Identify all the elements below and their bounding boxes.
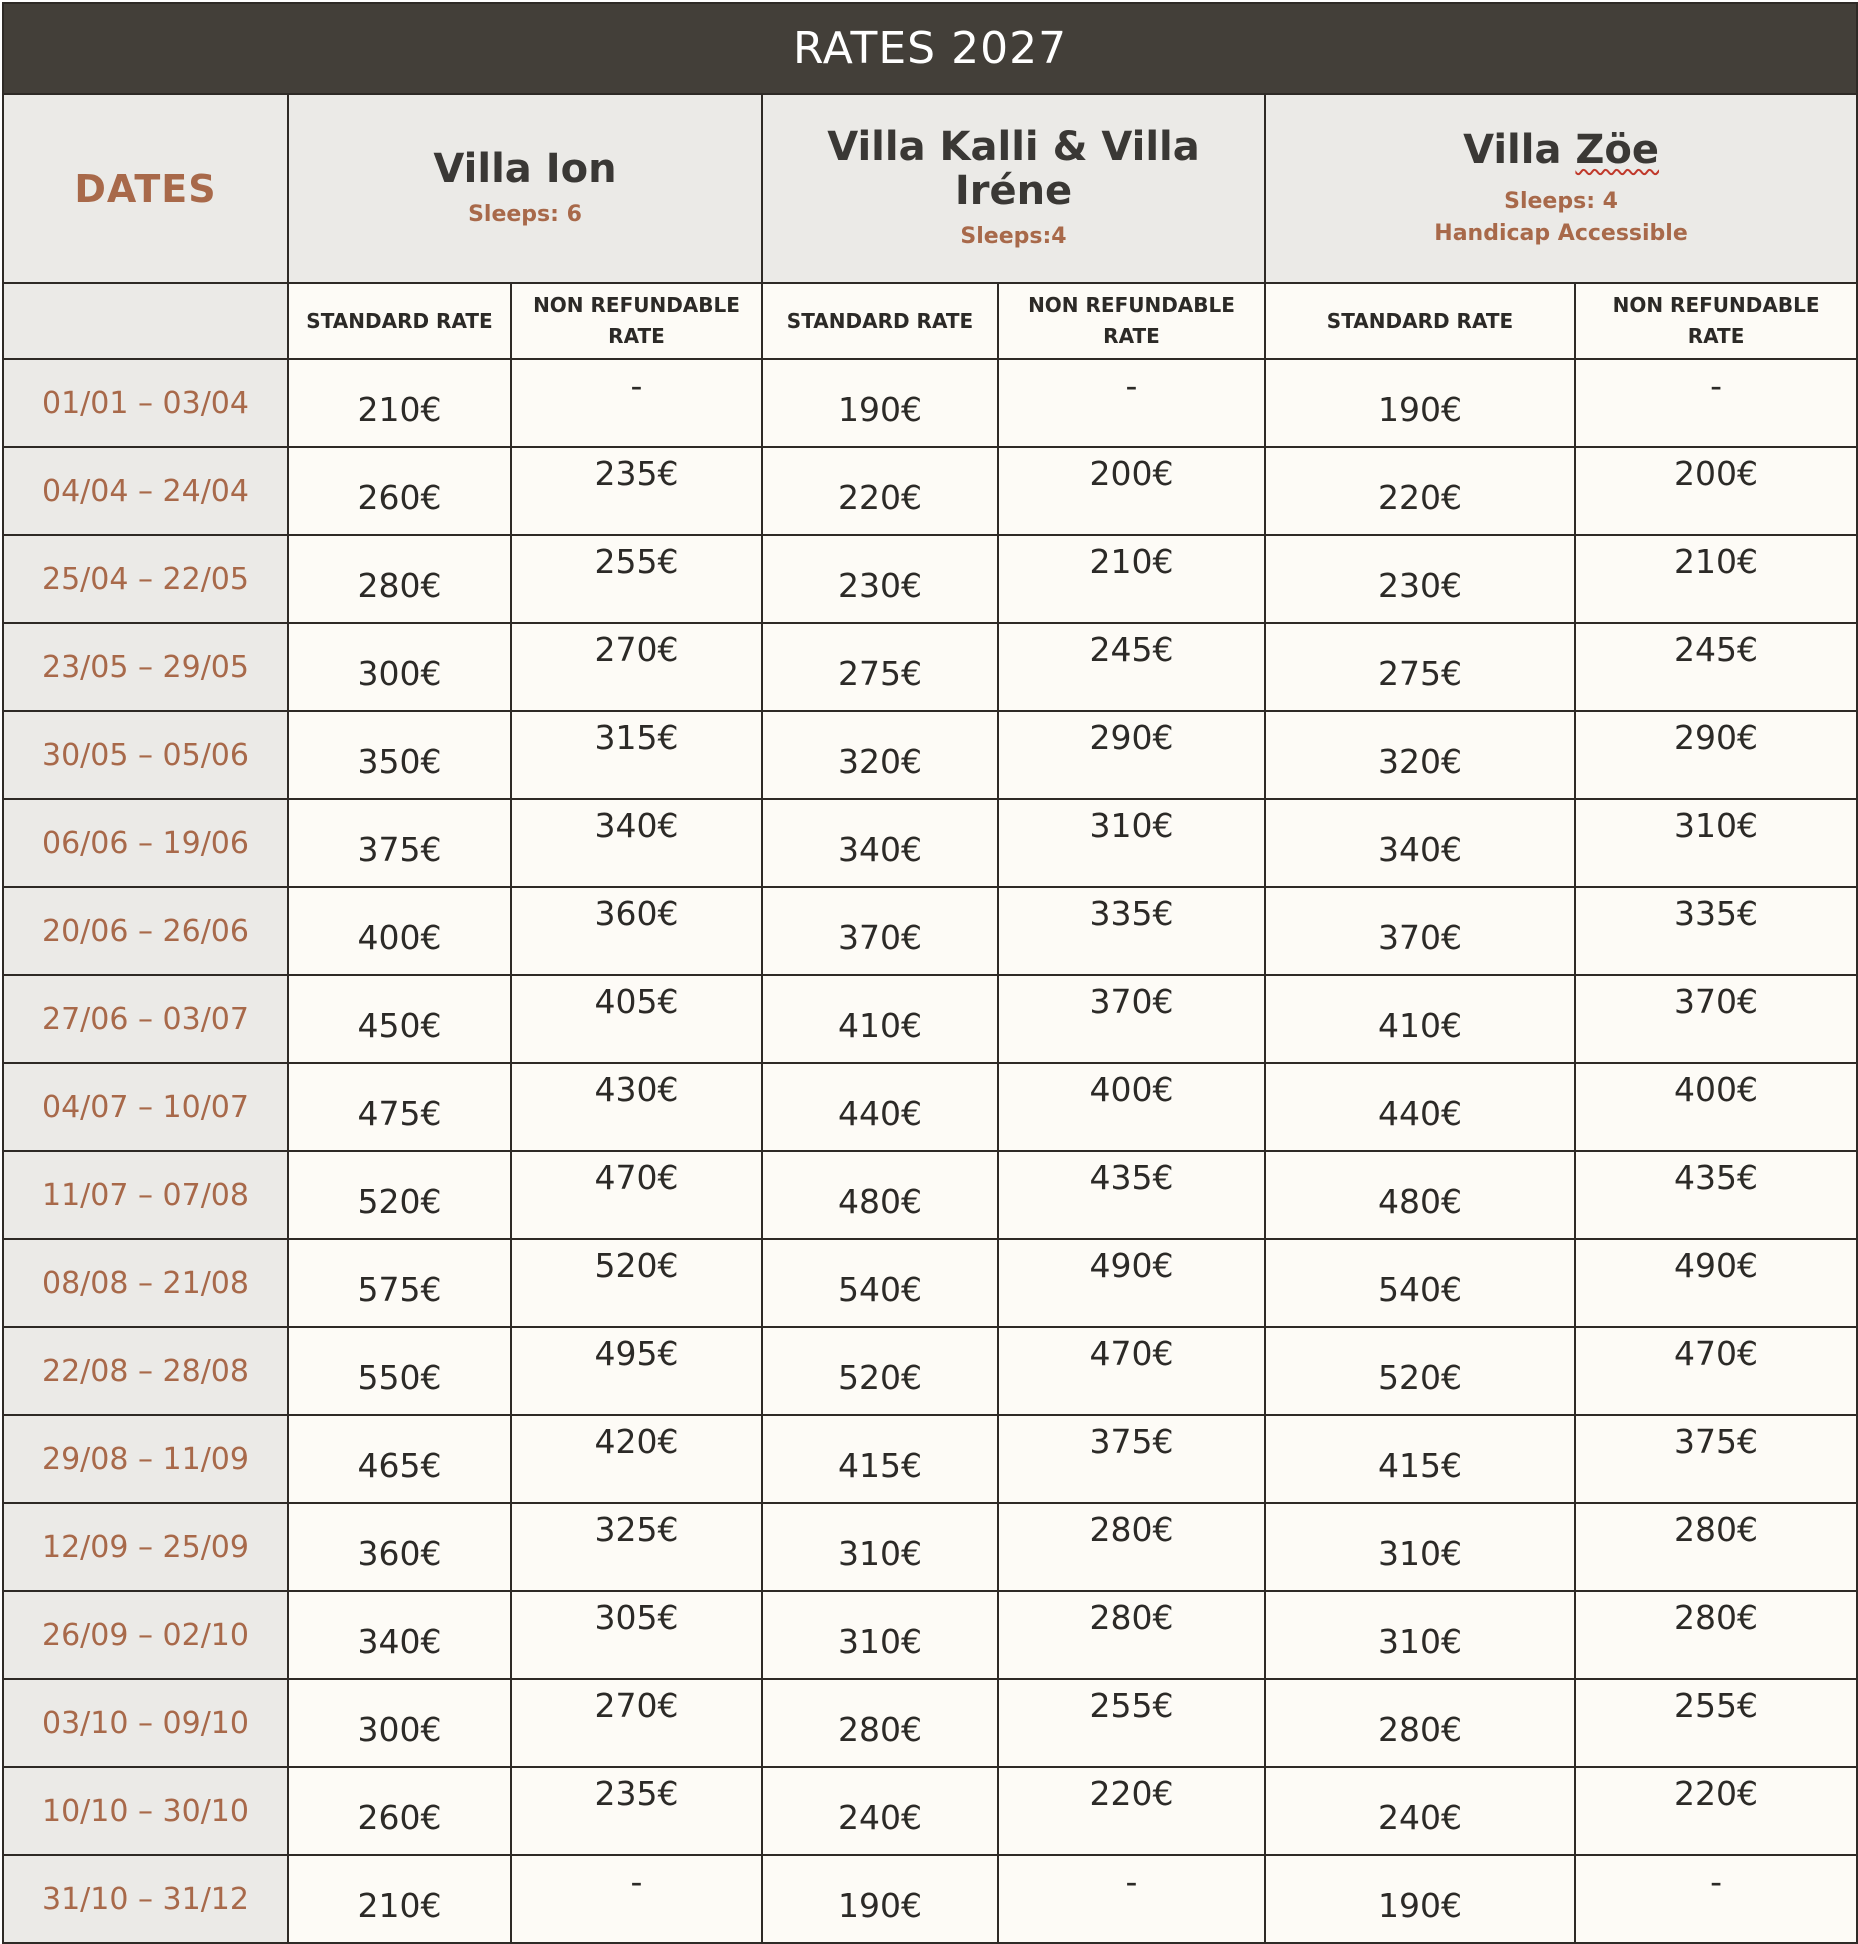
villa-ion-standard-rate: 260€ [288,1767,511,1855]
villa-ion-standard-rate: 400€ [288,887,511,975]
date-range-cell: 12/09 – 25/09 [3,1503,288,1591]
villa-kalli-standard-rate: 240€ [762,1767,998,1855]
table-row [3,1679,1857,1767]
villa-zoe-name [1266,128,1856,172]
villa-ion-nonrefundable-rate: 270€ [511,623,762,711]
villa-ion-nonrefundable-rate: 305€ [511,1591,762,1679]
villa-ion-nonrefundable-rate: 270€ [511,1679,762,1767]
villa-zoe-nonrefundable-rate: 290€ [1575,711,1857,799]
nonref-line2: RATE [608,324,665,348]
villa-zoe-nonrefundable-rate: 220€ [1575,1767,1857,1855]
villa-kalli-nonrefundable-rate: 245€ [998,623,1265,711]
villa-zoe-standard-rate: 310€ [1265,1503,1575,1591]
villa-kalli-nonrefundable-rate: 280€ [998,1503,1265,1591]
table-row [3,1063,1857,1151]
villa-zoe-nonrefundable-rate: 335€ [1575,887,1857,975]
villa-kalli-nonrefundable-rate: 400€ [998,1063,1265,1151]
date-range-cell: 27/06 – 03/07 [3,975,288,1063]
villa-kalli-nonrefundable-rate: 375€ [998,1415,1265,1503]
rates-body [3,359,1857,1943]
villa-kalli-standard-rate: 480€ [762,1151,998,1239]
nonref-line1: NON REFUNDABLE [533,293,740,317]
villa-zoe-nonrefundable-rate: - [1575,1855,1857,1943]
villa-header-row [3,94,1857,283]
villa-kalli-nonrefundable-rate: 220€ [998,1767,1265,1855]
dates-header: DATES [3,94,288,283]
villa-zoe-nonrefundable-rate: 255€ [1575,1679,1857,1767]
table-row [3,623,1857,711]
villa-ion-nonrefundable-rate: 315€ [511,711,762,799]
villa-kalli-nonrefundable-rate: 255€ [998,1679,1265,1767]
villa-zoe-header [1265,94,1857,283]
date-range-cell: 29/08 – 11/09 [3,1415,288,1503]
villa-kalli-standard-rate: 540€ [762,1239,998,1327]
date-range-cell: 03/10 – 09/10 [3,1679,288,1767]
blank-header-cell [3,283,288,359]
villa-zoe-nonrefundable-rate: - [1575,359,1857,447]
villa-ion-standard-rate: 350€ [288,711,511,799]
villa-kalli-nonrefundable-rate: 370€ [998,975,1265,1063]
rate-type-header-row [3,283,1857,359]
date-range-cell: 20/06 – 26/06 [3,887,288,975]
villa-zoe-nonrefundable-rate: 400€ [1575,1063,1857,1151]
villa-ion-standard-rate: 280€ [288,535,511,623]
villa-ion-sleeps: Sleeps: 6 [468,201,582,227]
villa-ion-standard-rate: 575€ [288,1239,511,1327]
date-range-cell: 23/05 – 29/05 [3,623,288,711]
villa-kalli-nonrefundable-rate: 335€ [998,887,1265,975]
table-row [3,1767,1857,1855]
villa-kalli-nonrefundable-rate: 310€ [998,799,1265,887]
villa-ion-standard-rate: 520€ [288,1151,511,1239]
villa-zoe-standard-rate: 240€ [1265,1767,1575,1855]
date-range-cell: 10/10 – 30/10 [3,1767,288,1855]
table-row [3,1239,1857,1327]
villa-kalli-nonrefundable-rate: 490€ [998,1239,1265,1327]
table-row [3,1503,1857,1591]
villa-kalli-standard-rate: 280€ [762,1679,998,1767]
villa-zoe-standard-rate: 340€ [1265,799,1575,887]
villa-kalli-nonrefundable-rate: 200€ [998,447,1265,535]
villa-zoe-details [1266,186,1856,250]
villa-zoe-standard-rate: 540€ [1265,1239,1575,1327]
date-range-cell: 30/05 – 05/06 [3,711,288,799]
villa-kalli-standard-rate: 220€ [762,447,998,535]
villa-ion-standard-rate: 360€ [288,1503,511,1591]
table-row [3,535,1857,623]
villa-ion-standard-rate: 260€ [288,447,511,535]
villa-kalli-standard-rate: 230€ [762,535,998,623]
villa-zoe-standard-rate: 190€ [1265,1855,1575,1943]
villa-zoe-nonrefundable-rate: 435€ [1575,1151,1857,1239]
villa-ion-nonrefundable-rate: 470€ [511,1151,762,1239]
villa-ion-standard-rate: 550€ [288,1327,511,1415]
villa-zoe-standard-rate: 480€ [1265,1151,1575,1239]
date-range-cell: 01/01 – 03/04 [3,359,288,447]
table-row [3,975,1857,1063]
table-row [3,1855,1857,1943]
villa-kalli-standard-rate: 340€ [762,799,998,887]
villa-kalli-standard-rate: 275€ [762,623,998,711]
villa-zoe-nonrefundable-rate: 370€ [1575,975,1857,1063]
villa-ion-standard-rate: 450€ [288,975,511,1063]
villa-kalli-standard-rate: 310€ [762,1591,998,1679]
villa-ion-standard-rate: 475€ [288,1063,511,1151]
date-range-cell: 04/04 – 24/04 [3,447,288,535]
villa-zoe-nonrefundable-rate: 310€ [1575,799,1857,887]
date-range-cell: 04/07 – 10/07 [3,1063,288,1151]
villa-ion-header [288,94,762,283]
nonref-line1: NON REFUNDABLE [1028,293,1235,317]
villa-zoe-nonrefundable-rate: 200€ [1575,447,1857,535]
villa-ion-nonrefundable-rate: 325€ [511,1503,762,1591]
villa-kalli-standard-rate: 520€ [762,1327,998,1415]
title-row [3,3,1857,94]
villa-zoe-standard-rate: 230€ [1265,535,1575,623]
villa-zoe-standard-rate: 310€ [1265,1591,1575,1679]
table-row [3,711,1857,799]
villa-zoe-nonrefundable-rate: 245€ [1575,623,1857,711]
villa-zoe-nonrefundable-rate: 375€ [1575,1415,1857,1503]
villa-zoe-nonrefundable-rate: 470€ [1575,1327,1857,1415]
table-title: RATES 2027 [3,3,1857,94]
table-row [3,887,1857,975]
villa-ion-standard-rate: 465€ [288,1415,511,1503]
villa-ion-standard-rate: 210€ [288,1855,511,1943]
zoe-nonrefundable-rate-header [1575,283,1857,359]
villa-kalli-standard-rate: 415€ [762,1415,998,1503]
villa-ion-name: Villa Ion [433,145,617,192]
nonref-line2: RATE [1103,324,1160,348]
villa-ion-standard-rate: 340€ [288,1591,511,1679]
table-row [3,447,1857,535]
nonref-line2: RATE [1687,324,1745,348]
villa-zoe-standard-rate: 520€ [1265,1327,1575,1415]
date-range-cell: 08/08 – 21/08 [3,1239,288,1327]
villa-ion-nonrefundable-rate: 360€ [511,887,762,975]
villa-kalli-nonrefundable-rate: - [998,359,1265,447]
rates-table [2,2,1858,1944]
villa-kalli-nonrefundable-rate: 435€ [998,1151,1265,1239]
villa-ion-nonrefundable-rate: 430€ [511,1063,762,1151]
villa-ion-nonrefundable-rate: 495€ [511,1327,762,1415]
villa-zoe-standard-rate: 190€ [1265,359,1575,447]
villa-ion-nonrefundable-rate: 235€ [511,447,762,535]
villa-zoe-standard-rate: 415€ [1265,1415,1575,1503]
villa-kalli-standard-rate: 410€ [762,975,998,1063]
kalli-nonrefundable-rate-header [998,283,1265,359]
kalli-standard-rate-header: STANDARD RATE [762,283,998,359]
villa-kalli-irene-name: Villa Kalli & Villa Iréne [827,123,1200,214]
table-row [3,1327,1857,1415]
villa-zoe-name-tail: Zöe [1575,126,1660,173]
date-range-cell: 25/04 – 22/05 [3,535,288,623]
villa-kalli-nonrefundable-rate: 210€ [998,535,1265,623]
table-row [3,799,1857,887]
villa-ion-nonrefundable-rate: 405€ [511,975,762,1063]
villa-ion-nonrefundable-rate: - [511,1855,762,1943]
villa-ion-standard-rate: 300€ [288,1679,511,1767]
nonref-line1: NON REFUNDABLE [1612,293,1820,317]
villa-zoe-nonrefundable-rate: 280€ [1575,1503,1857,1591]
villa-zoe-standard-rate: 370€ [1265,887,1575,975]
villa-zoe-standard-rate: 320€ [1265,711,1575,799]
villa-ion-nonrefundable-rate: 255€ [511,535,762,623]
villa-zoe-standard-rate: 280€ [1265,1679,1575,1767]
ion-standard-rate-header: STANDARD RATE [288,283,511,359]
villa-zoe-name-main: Villa [1463,126,1576,173]
villa-ion-nonrefundable-rate: 235€ [511,1767,762,1855]
ion-nonrefundable-rate-header [511,283,762,359]
villa-ion-standard-rate: 300€ [288,623,511,711]
table-row [3,1591,1857,1679]
villa-kalli-nonrefundable-rate: 470€ [998,1327,1265,1415]
date-range-cell: 26/09 – 02/10 [3,1591,288,1679]
villa-kalli-standard-rate: 190€ [762,1855,998,1943]
villa-ion-nonrefundable-rate: 340€ [511,799,762,887]
villa-ion-nonrefundable-rate: 520€ [511,1239,762,1327]
villa-ion-nonrefundable-rate: - [511,359,762,447]
villa-kalli-standard-rate: 190€ [762,359,998,447]
villa-kalli-standard-rate: 440€ [762,1063,998,1151]
villa-kalli-irene-header [762,94,1265,283]
villa-zoe-nonrefundable-rate: 210€ [1575,535,1857,623]
villa-zoe-standard-rate: 220€ [1265,447,1575,535]
date-range-cell: 06/06 – 19/06 [3,799,288,887]
villa-ion-standard-rate: 210€ [288,359,511,447]
table-row [3,1415,1857,1503]
villa-zoe-accessibility: Handicap Accessible [1434,220,1688,246]
zoe-standard-rate-header: STANDARD RATE [1265,283,1575,359]
date-range-cell: 31/10 – 31/12 [3,1855,288,1943]
villa-zoe-nonrefundable-rate: 280€ [1575,1591,1857,1679]
villa-ion-nonrefundable-rate: 420€ [511,1415,762,1503]
villa-zoe-standard-rate: 275€ [1265,623,1575,711]
villa-zoe-standard-rate: 410€ [1265,975,1575,1063]
villa-zoe-standard-rate: 440€ [1265,1063,1575,1151]
date-range-cell: 11/07 – 07/08 [3,1151,288,1239]
villa-kalli-nonrefundable-rate: 290€ [998,711,1265,799]
table-row [3,359,1857,447]
villa-kalli-irene-sleeps: Sleeps:4 [960,223,1067,249]
villa-kalli-nonrefundable-rate: - [998,1855,1265,1943]
table-row [3,1151,1857,1239]
villa-kalli-standard-rate: 310€ [762,1503,998,1591]
villa-kalli-standard-rate: 320€ [762,711,998,799]
villa-zoe-nonrefundable-rate: 490€ [1575,1239,1857,1327]
villa-ion-standard-rate: 375€ [288,799,511,887]
villa-kalli-nonrefundable-rate: 280€ [998,1591,1265,1679]
date-range-cell: 22/08 – 28/08 [3,1327,288,1415]
villa-zoe-sleeps: Sleeps: 4 [1504,188,1618,214]
villa-kalli-standard-rate: 370€ [762,887,998,975]
